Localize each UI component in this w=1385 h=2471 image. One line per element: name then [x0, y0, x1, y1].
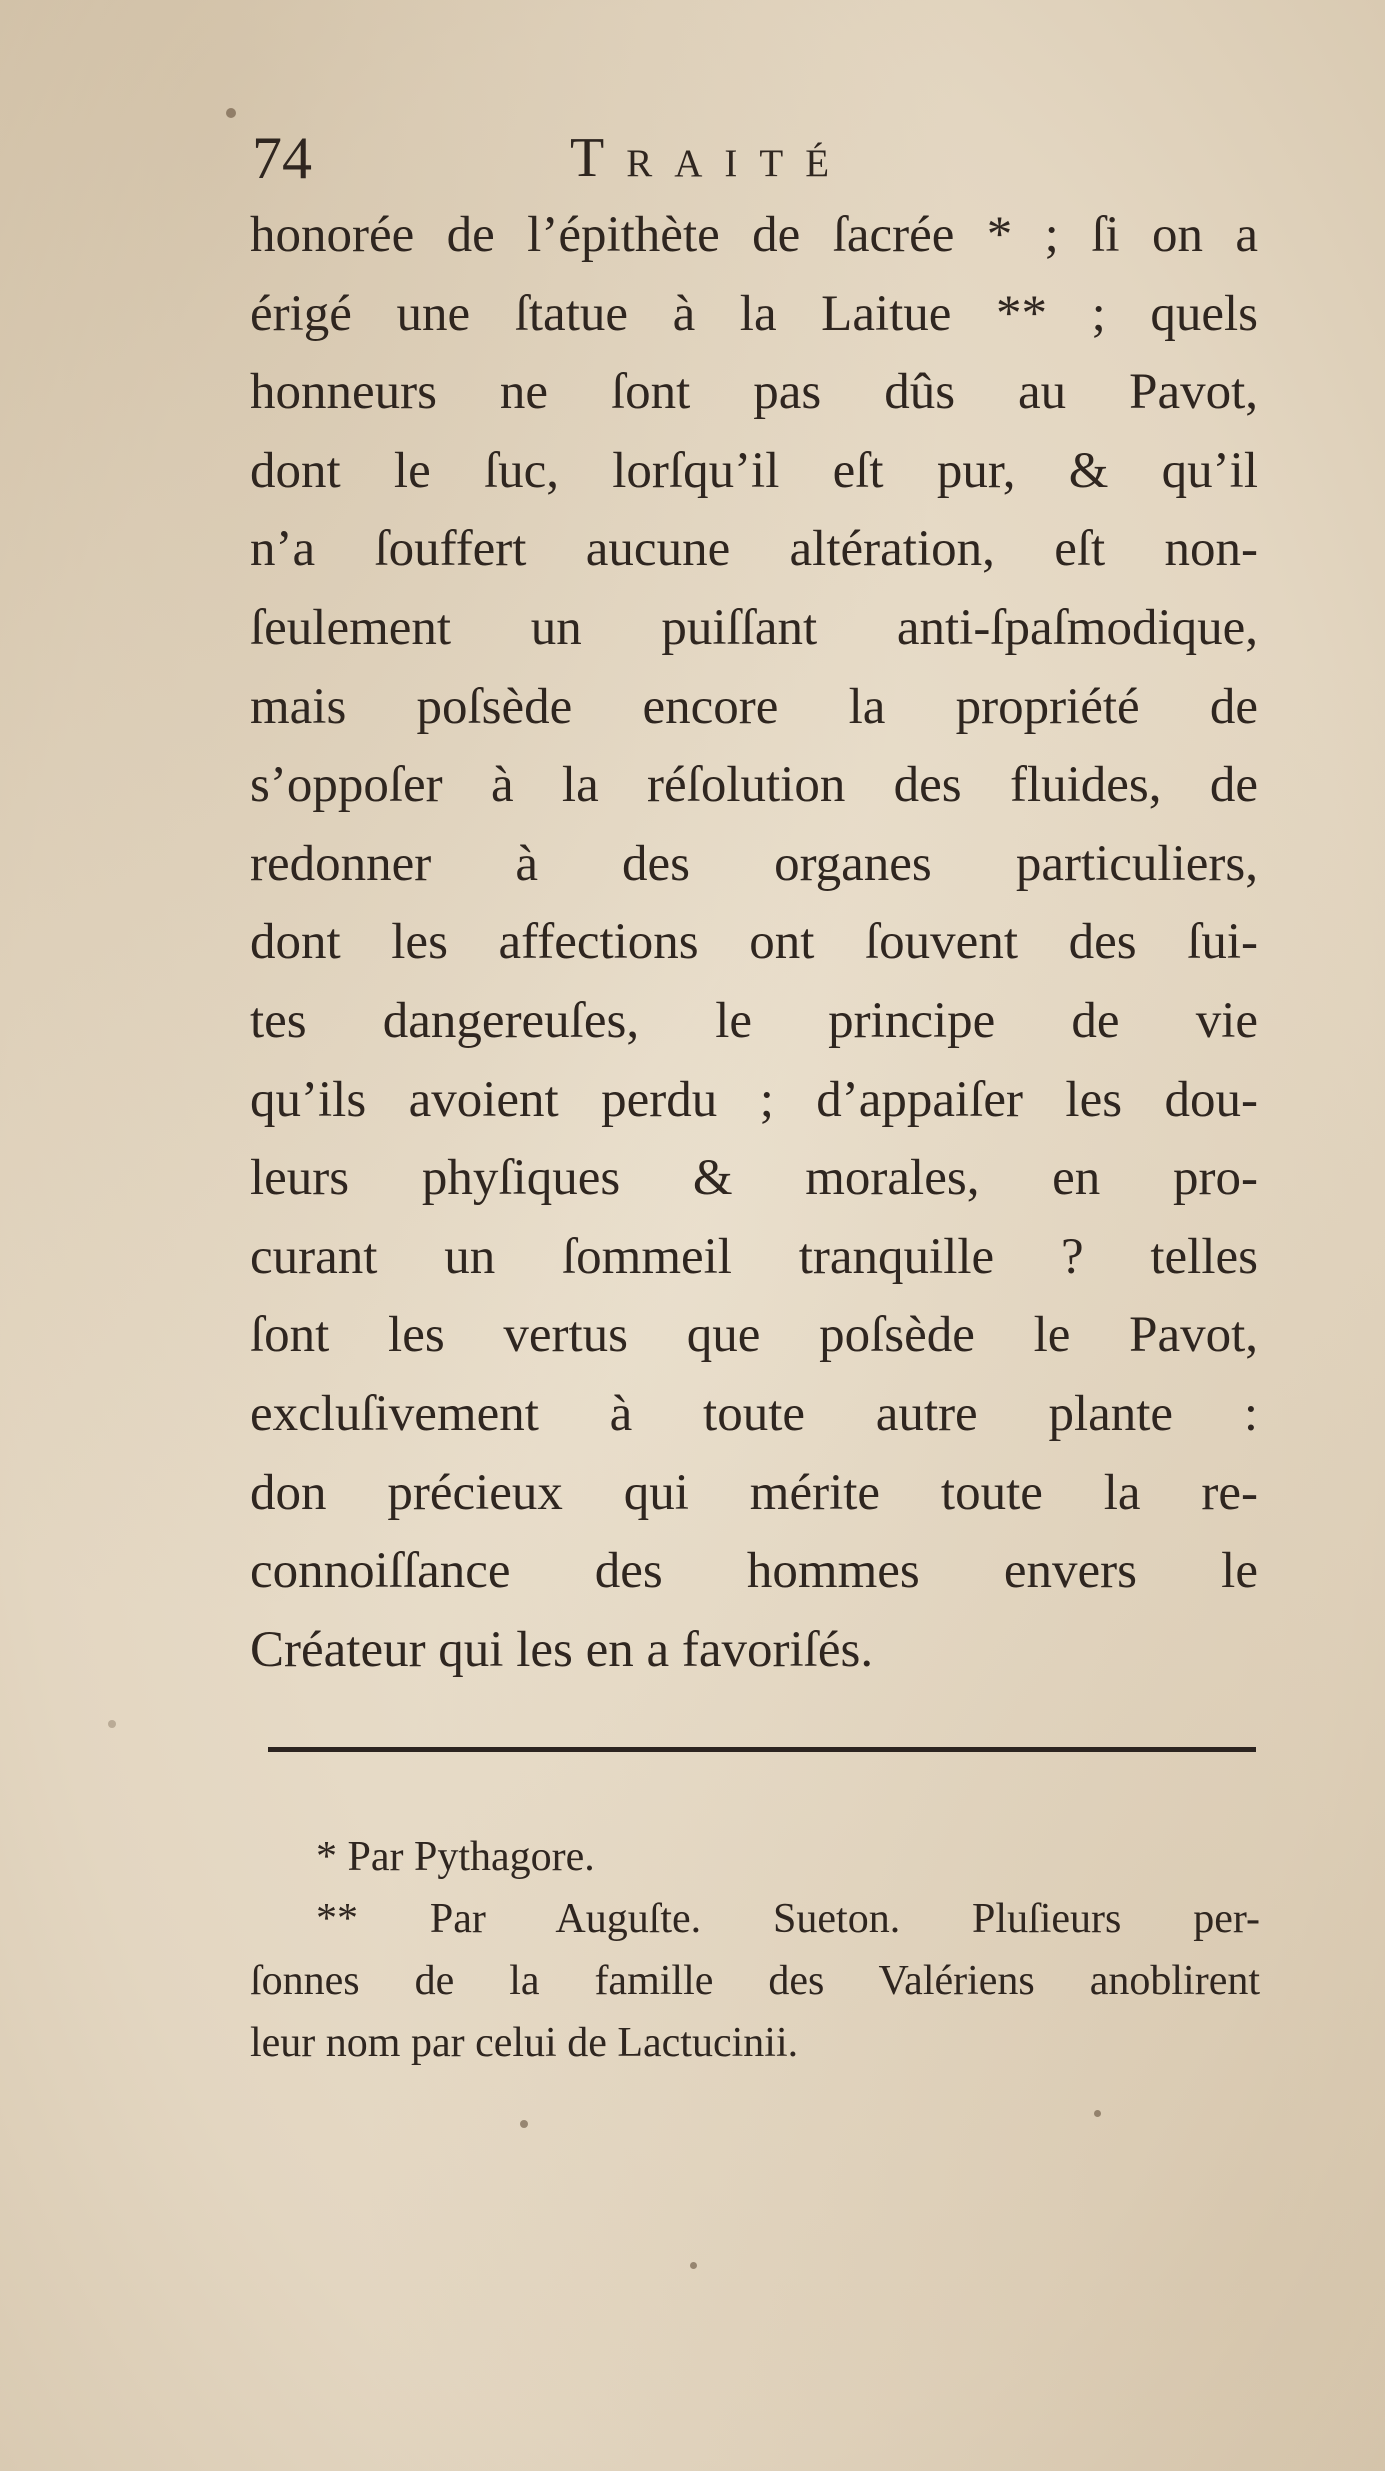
- text-line: curant un ſommeil tranquille ? telles: [250, 1228, 1258, 1285]
- paper-spot: [226, 108, 236, 118]
- paper-spot: [690, 2262, 697, 2269]
- text-line: excluſivement à toute autre plante :: [250, 1385, 1258, 1442]
- footnote-rule: [268, 1747, 1256, 1752]
- body-text: [250, 196, 1258, 1689]
- footnote-auguste-line1: ** Par Auguſte. Sueton. Pluſieurs per-: [316, 1896, 1260, 1942]
- paper-spot: [520, 2120, 528, 2128]
- text-line: redonner à des organes particuliers,: [250, 835, 1258, 892]
- text-line: honneurs ne ſont pas dûs au Pavot,: [250, 364, 1258, 421]
- text-line: ſeulement un puiſſant anti-ſpaſmodique,: [250, 599, 1258, 656]
- page-header: [252, 118, 1012, 198]
- text-line: érigé une ſtatue à la Laitue ** ; quels: [250, 285, 1258, 342]
- text-line: connoiſſance des hommes envers le: [250, 1543, 1258, 1600]
- text-line: don précieux qui mérite toute la re-: [250, 1464, 1258, 1521]
- text-line: dont le ſuc, lorſqu’il eſt pur, & qu’il: [250, 442, 1258, 499]
- text-line: mais poſsède encore la propriété de: [250, 678, 1258, 735]
- text-line: dont les affections ont ſouvent des ſui-: [250, 914, 1258, 971]
- footnote-pythagore: * Par Pythagore.: [316, 1834, 595, 1880]
- text-line: Créateur qui les en a favoriſés.: [250, 1621, 874, 1678]
- text-line: honorée de l’épithète de ſacrée * ; ſi on a: [250, 207, 1258, 263]
- text-line: leurs phyſiques & morales, en pro-: [250, 1150, 1258, 1207]
- text-line: qu’ils avoient perdu ; d’appaiſer les dou-: [250, 1071, 1258, 1128]
- running-head: Traité: [570, 127, 852, 189]
- footnote-auguste-line2: ſonnes de la famille des Valériens anoblirent: [250, 1958, 1260, 2004]
- footnote-auguste-line3: leur nom par celui de Lactucinii.: [250, 2020, 799, 2066]
- text-line: ſont les vertus que poſsède le Pavot,: [250, 1307, 1258, 1364]
- text-line: tes dangereuſes, le principe de vie: [250, 992, 1258, 1049]
- footnotes: [250, 1826, 1260, 2074]
- paper-spot: [108, 1720, 116, 1728]
- paper-spot: [1094, 2110, 1101, 2117]
- page-number: 74: [252, 125, 312, 191]
- text-line: s’oppoſer à la réſolution des fluides, de: [250, 757, 1258, 814]
- text-line: n’a ſouffert aucune altération, eſt non-: [250, 521, 1258, 578]
